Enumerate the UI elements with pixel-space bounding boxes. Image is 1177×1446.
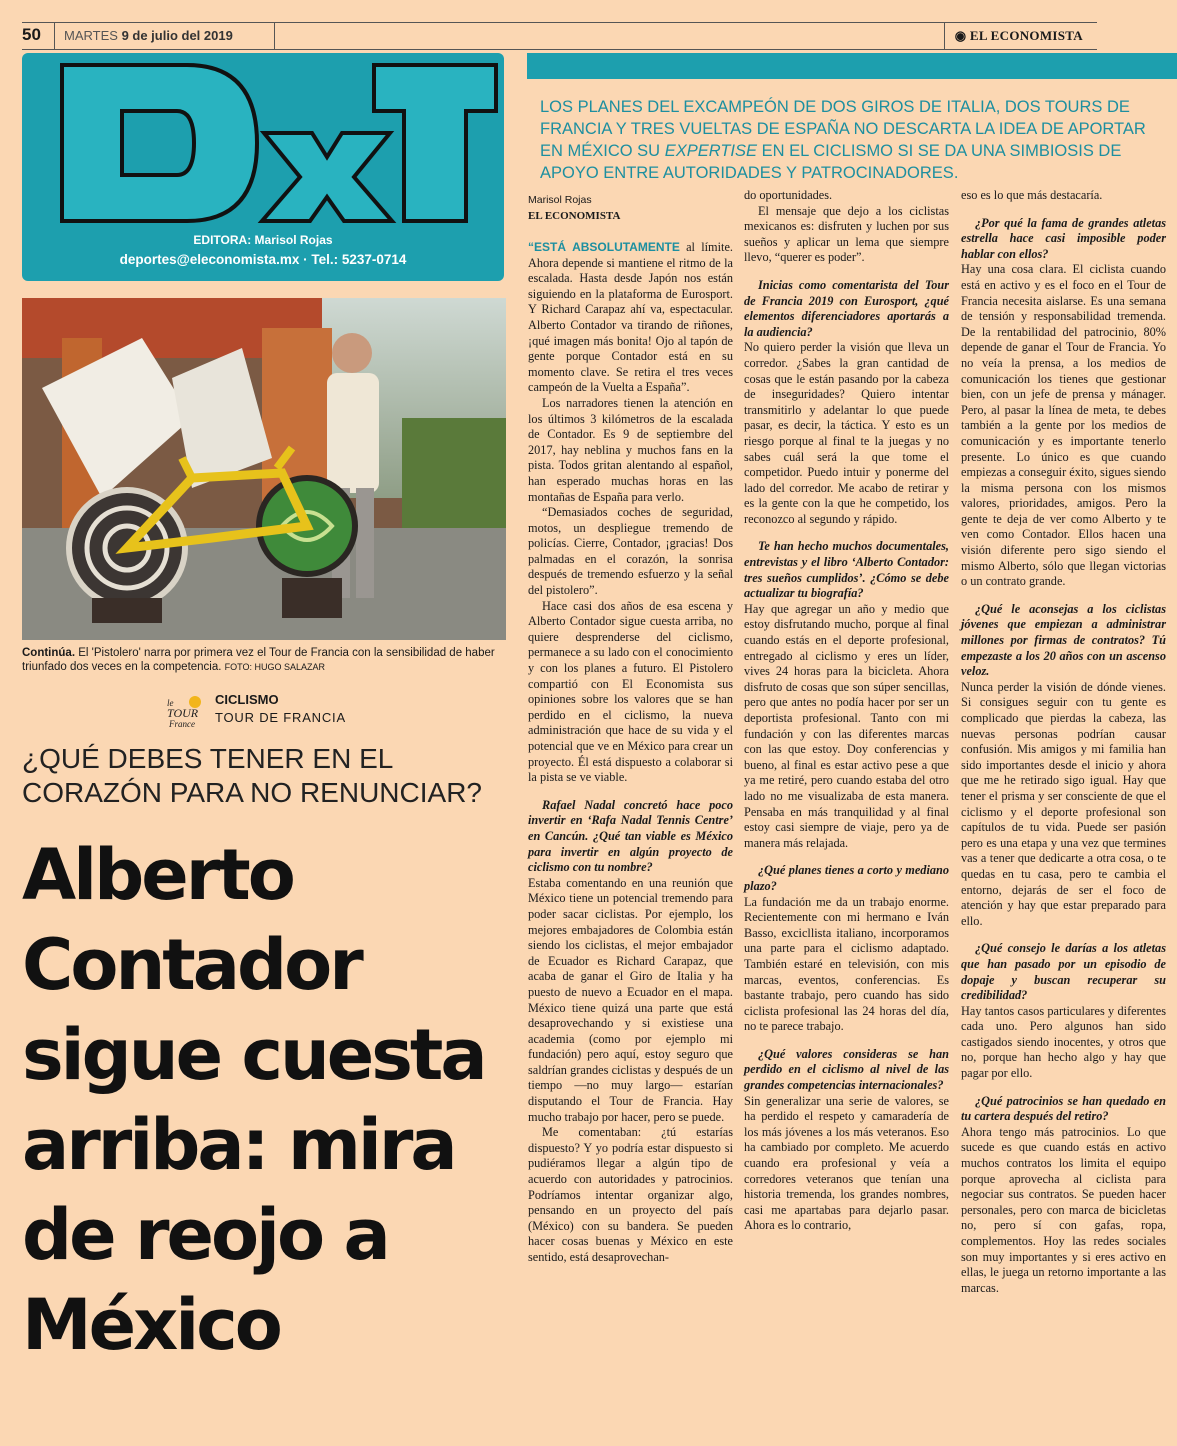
- tour-de-france-logo: [165, 690, 209, 730]
- interview-answer: La fundación me da un trabajo enorme. Recientemente con mi hermano e Iván Basso, excicllista italiano, incorporamos una parte para el ciclismo adaptado. También estaré en televisión, con mis marcas, eventos, conferencias. Es bastante trabajo, pero cuando has sido ciclista profesional las 24 horas del día, no te parece trabajo.: [744, 894, 949, 1034]
- caption-text: El 'Pistolero' narra por primera vez el Tour de Francia con la sensibilidad de haber triunfado dos veces en la competencia.: [22, 647, 495, 673]
- deck-emphasis: EXPERTISE: [664, 142, 758, 160]
- editor-line: EDITORA: Marisol Rojas: [193, 233, 333, 247]
- dateline: [64, 28, 233, 43]
- byline-author: Marisol Rojas: [528, 194, 592, 206]
- tag-category: CICLISMO: [215, 692, 279, 707]
- date-label: 9 de julio del 2019: [121, 28, 233, 43]
- photo-caption: [22, 646, 512, 674]
- interview-question: Rafael Nadal concretó hace poco invertir en ‘Rafa Nadal Tennis Centre’ en Cancún. ¿Qué tan viable es México para invertir en algún proyecto de ciclismo con tu nombre?: [528, 797, 733, 875]
- svg-text:le: le: [167, 698, 174, 708]
- byline-org: EL ECONOMISTA: [528, 210, 621, 222]
- tag-subcategory: TOUR DE FRANCIA: [215, 710, 346, 725]
- interview-question: ¿Por qué la fama de grandes atletas estrella hace casi imposible poder hablar con ellos?: [961, 215, 1166, 261]
- page-header-bar: [22, 22, 1097, 50]
- interview-answer: Hay tantos casos particulares y diferentes cada uno. Pero algunos han sido castigados siendo inocentes, y otros que no, porque han hecho algo y hay que pagar por ello.: [961, 1003, 1166, 1081]
- interview-answer: Hay una cosa clara. El ciclista cuando está en activo y es el foco en el Tour de Francia necesita aislarse. Es una semana de tensión y responsabilidad tremenda. De la rentabilidad del patrocinio, 80% depende de ganar el Tour de Francia. Yo no veía la prensa, a los medios de comunicación los tienes que gestionar bien, con un jefe de prensa y mánager. Pero, al pasar la línea de meta, te debes también a la gente por los medios de comunicación y es importante tenerlo presente. Lo único es que cuando empiezas a conseguir éxito, sigues siendo la misma persona con los mismos valores, prioridades, amigos. Pero la gente te deja de ver como Alberto y te ven como Contador. Ellos hacen una visión diferente pero sigo siendo el mismo Alberto, sólo que llegan victorias o un contrato grande.: [961, 262, 1166, 589]
- article-deck: [540, 96, 1160, 184]
- header-divider: [944, 23, 945, 49]
- publication-name: ◉ EL ECONOMISTA: [954, 28, 1083, 43]
- interview-question: Te han hecho muchos documentales, entrevistas y el libro ‘Alberto Contador: tres sueños cumplidos’. ¿Cómo se debe actualizar tu biografía?: [744, 539, 949, 601]
- deck-text: EN EL CICLISMO SI SE DA UNA SIMBIOSIS DE APOYO ENTRE AUTORIDADES Y PATROCINADORES.: [540, 142, 1122, 182]
- interview-answer: Estaba comentando en una reunión que México tiene un potencial tremendo para poder sacar ciclistas. Por ejemplo, los mejores embajadores de Colombia están siendo los ciclistas, el mejor embajador de Ecuador es Richard Carapaz, que acaba de ganar el Giro de Italia y ha puesto de nuevo a Ecuador en el mapa. México tiene quizá una parte que está desaprovechando y si existiese una academia (como por ejemplo mi fundación) pero aquí, estoy seguro que saldrían grandes ciclistas y después de un tiempo —no muy largo— estarían disputando el Tour de Francia. Hay mucho trabajo por hacer, pero se puede.: [528, 875, 733, 1124]
- paragraph: Me comentaban: ¿tú estarías dispuesto? Y yo podría estar dispuesto si pudiéramos llegar a algún tipo de acuerdo con autoridades y patrocinios. Podríamos intentar organizar algo, pensando en un proyecto del país (México) con su bandera. Se pueden hacer cosas buenas y México en este sentido, está desaprovechan-: [528, 1125, 733, 1264]
- cyclist-with-bicycle-image: [22, 298, 506, 640]
- interview-answer: Nunca perder la visión de dónde vienes. Si consigues seguir con tu gente es complicado que pierdas la cabeza, las nuevas personas podrían causar confusión. Mis amigos y mi familia han sido importantes desde el inicio y ahora que me he retirado sigo igual. Hay que tener el prisma y ser consciente de que el ciclismo y el deporte profesional son capítulos de tu vida. Puede ser pasión pero es una etapa y una vez que termines vas a tener que dedicarte a otra cosa, o te quedas en tu casa, pero te cambia el entorno, dejarás de ser el foco de atención y hay que estar preparado para ello.: [961, 679, 1166, 928]
- paragraph: El mensaje que dejo a los ciclistas mexicanos es: disfruten y luchen por sus sueños y aplicar un lema que siempre llevo, “querer es poder”.: [744, 203, 949, 265]
- svg-text:TOUR: TOUR: [167, 706, 199, 720]
- lead-in: “ESTÁ ABSOLUTAMENTE: [528, 240, 680, 254]
- header-divider: [274, 23, 275, 49]
- interview-question: ¿Qué patrocinios se han quedado en tu cartera después del retiro?: [961, 1093, 1166, 1124]
- byline: [528, 192, 733, 224]
- interview-answer: Sin generalizar una serie de valores, se ha perdido el respeto y camaradería de los más jóvenes a los más veteranos. Eso ha cambiado por completo. Me acuerdo cuando era profesional y veía a corredores veteranos que tenían una historia tremenda, los grandes nombres, casi me apartabas para dejarlo pasar. Ahora es lo contrario,: [744, 1093, 949, 1233]
- caption-lead: Continúa.: [22, 647, 76, 659]
- page-number: 50: [22, 25, 41, 44]
- paragraph: Los narradores tienen la atención en los últimos 3 kilómetros de la escalada de Contador. Es 9 de septiembre del 2017, hay neblina y muchos fans en la pista. Todos gritan alentando al español, han esperado muchas horas en las montañas de España para verlo.: [528, 395, 733, 504]
- headline: Alberto Contador sigue cuesta arriba: mira de reojo a México: [22, 834, 485, 1366]
- article-column-3: [961, 188, 1166, 1296]
- section-strip: [527, 53, 1177, 79]
- article-column-1: [528, 240, 733, 1266]
- svg-text:France: France: [169, 719, 195, 729]
- deck-text: LOS PLANES DEL EXCAMPEÓN DE DOS GIROS DE ITALIA, DOS TOURS DE FRANCIA Y TRES VUELTAS DE ESPAÑA NO DESCARTA LA IDEA DE APORTAR EN MÉXICO SU: [540, 98, 1146, 160]
- interview-answer: do oportunidades.: [744, 188, 833, 202]
- interview-question: ¿Qué consejo le darías a los atletas que han pasado por un episodio de dopaje y buscan recuperar su credibilidad?: [961, 941, 1166, 1003]
- interview-question: ¿Qué planes tienes a corto y mediano plazo?: [744, 863, 949, 893]
- interview-answer: Hay que agregar un año y medio que estoy disfrutando mucho, porque al final cuando estás en el deporte profesional, entregado al ciclismo y eres un líder, vives 24 horas para la bicicleta. Ahora disfruto de cosas que son súper sencillas, pero que antes no podía hacer por ser un deportista profesional. Tanto con mi fundación y con las diferentes marcas con las que estoy. Doy conferencias y bueno, al final es estar activo pese a que ya me retiré, pero cuando estaba del otro lado no me visualizaba de esta manera. Pensaba en más tranquilidad y al final estoy casi siempre de viaje, pero ya de manera más relajada.: [744, 601, 949, 850]
- article-photo: [22, 298, 506, 640]
- section-tag: [165, 690, 385, 730]
- section-logo-box: [22, 53, 504, 281]
- day-label: MARTES: [64, 28, 118, 43]
- interview-answer: eso es lo que más destacaría.: [961, 188, 1103, 202]
- interview-answer: No quiero perder la visión que lleva un corredor. ¿Sabes la gran cantidad de cosas que le están pasando por la cabeza de inseguridades? Quiero intentar transmitirlo y adelantar lo que puede pasar, es decir, la táctica. Y esto es un riesgo porque al final te la juegas y no sabes cuál será la que tome el competidor. Puedo intuir y ponerme del lado del corredor. Me acabo de retirar y es la gente con la que he competido, los reconozco al segundo y rápido.: [744, 340, 949, 526]
- paragraph: Hace casi dos años de esa escena y Alberto Contador sigue cuesta arriba, no quiere desprenderse del ciclismo, permanece a su lado con el conocimiento y con los planes a futuro. El Pistolero compartió con El Economista sus opiniones sobre los valores que se han perdido en el ciclismo, la nueva administración que hace de su vida y el potencial que ve en México para crear un proyecto. Él está dispuesto a colaborar si la pista se ve viable.: [528, 598, 733, 785]
- interview-question: ¿Qué le aconsejas a los ciclistas jóvenes que empiezan a administrar millones por firmas de contratos? Tú empezaste a los 20 años con un ascenso veloz.: [961, 601, 1166, 679]
- header-divider: [54, 23, 55, 49]
- interview-question: Inicias como comentarista del Tour de Francia 2019 con Eurosport, ¿qué elementos diferenciadores aportarás a la audiencia?: [744, 277, 949, 339]
- publication-label: EL ECONOMISTA: [969, 28, 1083, 43]
- contact-line: deportes@eleconomista.mx · Tel.: 5237-0714: [119, 252, 407, 267]
- photo-credit: FOTO: HUGO SALAZAR: [224, 662, 326, 672]
- lead-paragraph: “ESTÁ ABSOLUTAMENTE al límite. Ahora depende si mantiene el ritmo de la escalada. Hasta desde Japón nos están siguiendo en la plataforma de Eurosport. Y Richard Carapaz ahí va, espectacular. Alberto Contador va tirando de riñones, ¡qué imagen más bonita! Ojo al tapón de gente porque Contador está en su momento clave. Se retira el tres veces campeón de la Vuelta a España”.: [528, 240, 733, 395]
- interview-question: ¿Qué valores consideras se han perdido en el ciclismo al nivel de las grandes competencias internacionales?: [744, 1046, 949, 1093]
- article-column-2: [744, 188, 949, 1234]
- kicker: ¿QUÉ DEBES TENER EN EL CORAZÓN PARA NO RENUNCIAR?: [22, 743, 482, 808]
- paragraph: “Demasiados coches de seguridad, motos, un despliegue tremendo de policías. Cierre, Contador, ¡gracias! Dos palmadas en el corazón, la sonrisa después de tremendo esfuerzo y la señal del pistolero”.: [528, 505, 733, 598]
- interview-answer: Ahora tengo más patrocinios. Lo que sucede es que cuando estás en activo muchos contratos los limita el equipo porque aprovecha al ciclista para negociar sus contratos. Se pueden hacer personales, pero con marca de bicicletas no, pero sí con gafas, ropa, complementos. Hoy las redes sociales son muy importantes y si eres activo en ellas, le juega un retorno importante a las marcas.: [961, 1124, 1166, 1295]
